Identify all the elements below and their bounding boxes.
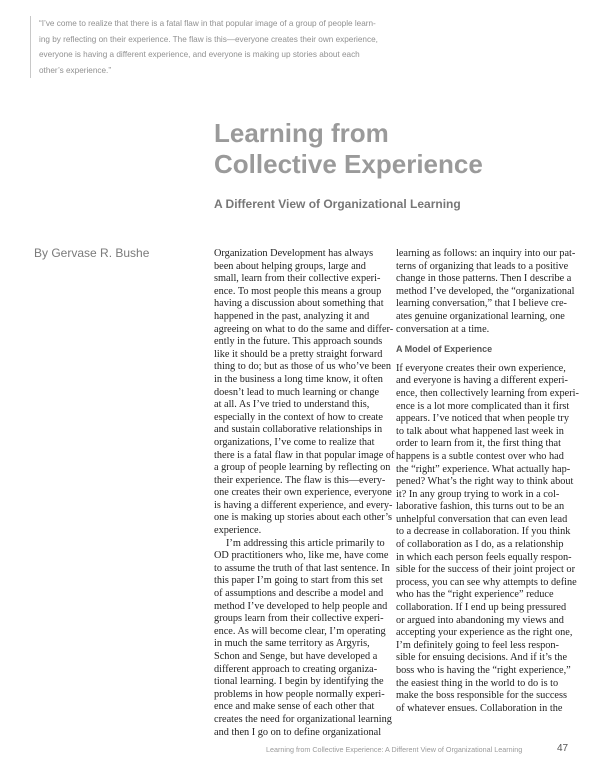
text-line: groups learn from their collective experi-	[214, 613, 384, 625]
text-line: process, you can see why attempts to define	[396, 576, 577, 588]
text-line: there is a fatal flaw in that popular image of	[214, 449, 395, 461]
text-line: at all. As I’ve tried to understand this,	[214, 399, 370, 411]
text-line: a group of people learning by reflecting on	[214, 462, 391, 474]
pull-quote-line: everyone is having a different experience, and everyone is making up stories about each	[39, 50, 360, 59]
body-column-right	[396, 248, 579, 715]
text-line: is having a different experience, and every-	[214, 499, 393, 511]
text-line: of collaboration as I do, as a relationship	[396, 539, 564, 551]
text-line: OD practitioners who, like me, have come	[214, 550, 389, 562]
text-line: it? In any group trying to work in a col-	[396, 488, 560, 500]
title-line: Collective Experience	[214, 149, 483, 179]
text-line: unhelpful conversation that can even lead	[396, 513, 568, 525]
text-line: accepting your experience as the right one,	[396, 627, 573, 639]
text-line: laborative fashion, this turns out to be an	[396, 501, 565, 513]
text-line: and then I go on to define organizational	[214, 726, 382, 738]
text-line: especially in the context of how to create	[214, 411, 383, 423]
text-line: to assume the truth of that last sentence. In	[214, 562, 390, 574]
section-spacer	[396, 336, 572, 343]
paragraph-model-of-experience	[396, 362, 579, 716]
text-line: happened in the past, analyzing it and	[214, 310, 370, 322]
author-byline: By Gervase R. Bushe	[34, 246, 150, 260]
paragraph-audience	[214, 538, 390, 740]
text-line: having a discussion about something that	[214, 298, 384, 310]
text-line: in the business a long time know, it often	[214, 373, 383, 385]
text-line: and everyone is having a different experi-	[396, 375, 568, 387]
text-line: who has the “right experience” reduce	[396, 589, 554, 601]
text-line: happens is a subtle contest over who had	[396, 450, 564, 462]
text-line: collaboration. If I end up being pressured	[396, 602, 567, 614]
article-subtitle: A Different View of Organizational Learning	[214, 197, 461, 211]
text-line: in much the same territory as Argyris,	[214, 638, 370, 650]
pull-quote-line: ing by reflecting on their experience. The flaw is this—everyone creates their own experience,	[39, 34, 378, 44]
text-line: ence. To most people this means a group	[214, 285, 382, 297]
text-line: sible for ensuing decisions. And if it’s the	[396, 652, 568, 664]
paragraph-intro	[214, 248, 395, 538]
text-line: ence and make sense of each other that	[214, 701, 375, 713]
text-line: make the boss responsible for the success	[396, 690, 567, 702]
text-line: this paper I’m going to start from this set	[214, 575, 383, 587]
text-line: tional learning. I begin by identifying the	[214, 676, 384, 688]
text-line: creates the need for organizational learning	[214, 713, 392, 725]
text-line: thing to do; but as those of us who’ve been	[214, 361, 392, 373]
text-line: pened? What’s the right way to think about	[396, 476, 574, 488]
text-line: of whatever ensues. Collaboration in the	[396, 702, 563, 714]
text-line: I’m addressing this article primarily to	[226, 537, 385, 549]
text-line: agreeing on what to do the same and differ-	[214, 323, 394, 335]
text-line: conversation at a time.	[396, 323, 490, 335]
text-line: change in those patterns. Then I describe a	[396, 273, 572, 285]
text-line: ently in the future. This approach sounds	[214, 336, 383, 348]
pull-quote-line: other’s experience.”	[39, 65, 112, 75]
text-line: or argued into abandoning my views and	[396, 614, 564, 626]
text-line: their experience. The flaw is this—every-	[214, 474, 386, 486]
text-line: one is making up stories about each other’s	[214, 512, 392, 524]
text-line: been about helping groups, large and	[214, 260, 366, 272]
text-line: If everyone creates their own experience,	[396, 362, 566, 374]
page-number: 47	[557, 743, 569, 754]
article-title	[214, 118, 483, 180]
pull-quote	[30, 16, 389, 78]
text-line: doesn’t lead to much learning or change	[214, 386, 380, 398]
text-line: ence, then collectively learning from experi-	[396, 387, 579, 399]
text-line: ence. As will become clear, I’m operating	[214, 625, 386, 637]
pull-quote-line: “I’ve come to realize that there is a fatal flaw in that popular image of a group of people learn-	[39, 19, 376, 28]
text-line: experience.	[214, 525, 262, 537]
text-line: in which each person feels equally respon-	[396, 551, 572, 563]
text-line: to a decrease in collaboration. If you think	[396, 526, 571, 538]
text-line: terns of organizing that leads to a positive	[396, 260, 569, 272]
text-line: I’m definitely going to feel less respon-	[396, 639, 559, 651]
text-line: Organization Development has always	[214, 248, 374, 259]
text-line: and sustain collaborative relationships in	[214, 424, 383, 436]
text-line: boss who is having the “right experience,”	[396, 665, 571, 676]
text-line: ence is a lot more complicated than it first	[396, 400, 570, 412]
section-heading: A Model of Experience	[396, 344, 493, 355]
title-line: Learning from	[214, 118, 389, 148]
paragraph-definition	[396, 248, 576, 336]
text-line: small, learn from their collective experi-	[214, 273, 381, 285]
text-line: ates genuine organizational learning, one	[396, 310, 565, 322]
text-line: the “right” experience. What actually hap-	[396, 463, 571, 475]
text-line: to talk about what happened last week in	[396, 425, 564, 437]
text-line: order to learn from it, the first thing that	[396, 438, 561, 450]
text-line: the easiest thing in the world to do is to	[396, 677, 559, 689]
text-line: problems in how people normally experi-	[214, 688, 385, 700]
text-line: like it should be a pretty straight forward	[214, 348, 383, 360]
text-line: one creates their own experience, everyone	[214, 487, 392, 499]
text-line: learning as follows: an inquiry into our pat-	[396, 248, 576, 259]
body-column-left	[214, 248, 395, 739]
text-line: method I’ve developed, the “organizational	[396, 285, 575, 297]
text-line: learning conversation,” that I believe cre-	[396, 298, 567, 310]
running-footer: Learning from Collective Experience: A Different View of Organizational Learning	[266, 745, 523, 754]
text-line: Schon and Senge, but have developed a	[214, 651, 378, 662]
text-line: method I’ve developed to help people and	[214, 600, 388, 612]
text-line: different approach to creating organiza-	[214, 663, 378, 675]
text-line: appears. I’ve noticed that when people try	[396, 413, 569, 425]
text-line: of assumptions and describe a model and	[214, 588, 384, 600]
section-spacer	[396, 356, 572, 363]
text-line: organizations, I’ve come to realize that	[214, 436, 375, 448]
text-line: sible for the success of their joint project or	[396, 564, 575, 576]
